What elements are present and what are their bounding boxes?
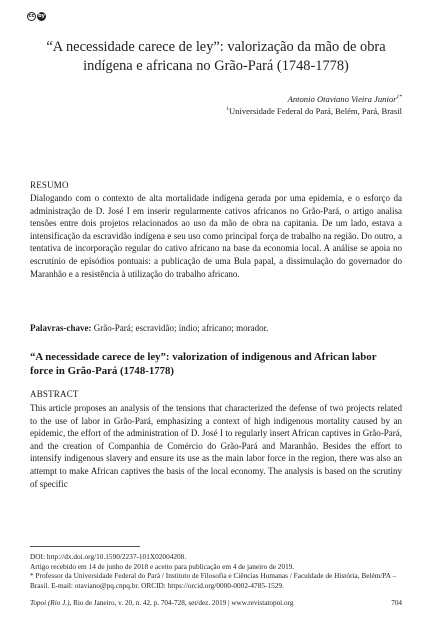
- author-name: Antonio Otaviano Vieira Junior: [287, 94, 397, 104]
- page-footer: [30, 599, 402, 607]
- author-line: [288, 94, 402, 105]
- abstract-text: This article proposes an analysis of the tensions that characterized the defense of two projects related to the use of labor in Grão-Pará, emphasizing a context of high indigenous mortality caused by an epidemic, the effort of the administration of D. José I to regularly insert African captives in Grão-Pará, and the creation of Companhia de Comércio do Grão-Pará and Maranhão. Besides the effort to intensify indigenous slavery and ensure its use as the main labor force in the region, there was also an attempt to make African captives the basis of the local economy. The analysis is based on the scrutiny of specific: [30, 403, 402, 489]
- abstract-heading: ABSTRACT: [30, 389, 79, 399]
- affiliation-mark: 1: [226, 106, 229, 113]
- affiliation-text: Universidade Federal do Pará, Belém, Pará, Brasil: [228, 106, 402, 116]
- keywords-line: [30, 322, 402, 335]
- resumo-text: Dialogando com o contexto de alta mortalidade indígena gerada por uma epidemia, e o esforço da administração de D. José I em inserir regularmente cativos africanos no Grão-Pará, o artigo analisa tensões entre dois projetos relacionados ao uso da mão de obra na capitania. De um lado, estava a intensificação da escravidão indígena e seu uso como principal força de trabalho na região. Do outro, a tentativa de incorporação regular do cativo africano na base da economia local. A análise se apoia no escrutínio de episódios pontuais: a publicação de uma Bula papal, a dissimulação do governador do Maranhão e a resistência à utilização do trabalho africano.: [30, 193, 402, 279]
- cc-icon: cc: [28, 13, 35, 19]
- footer-journal-name: Topoi (Rio J.): [30, 599, 70, 607]
- keywords-list: Grão-Pará; escravidão; índio; africano; morador.: [93, 323, 269, 333]
- footer-citation: [30, 599, 293, 607]
- creative-commons-license-icon: [27, 12, 49, 21]
- footer-citation-details: , Rio de Janeiro, v. 20, n. 42, p. 704-728, set/dez. 2019 | www.revistatopoi.org: [69, 599, 294, 607]
- footnote-divider: [30, 546, 140, 547]
- page-number: 704: [391, 599, 402, 607]
- footnotes: [30, 552, 402, 590]
- author-affiliation: [226, 106, 402, 117]
- footnote-received: Artigo recebido em 14 de junho de 2018 e aceito para publicação em 4 de janeiro de 2019.: [30, 561, 295, 571]
- resumo-heading: RESUMO: [30, 180, 69, 190]
- by-attribution-icon: by: [38, 13, 45, 19]
- footnote-doi: DOI: http://dx.doi.org/10.1590/2237-101X02004208.: [30, 552, 187, 561]
- article-title: “A necessidade carece de ley”: valorização da mão de obra indígena e africana no Grão-Pará (1748-1778): [46, 39, 386, 74]
- english-title: “A necessidade carece de ley”: valorization of indigenous and African labor force in Grão-Pará (1748-1778): [30, 351, 377, 378]
- author-marks: 1*: [396, 94, 402, 101]
- footnote-author-note: * Professor da Universidade Federal do Pará / Instituto de Filosofia e Ciências Humanas / Faculdade de História, Belém/PA – Brasil. E-mail: otaviano@pq.cnpq.br. ORCID: https://orcid.org/0000-0002-4785-1529.: [30, 571, 397, 590]
- keywords-label: Palavras-chave:: [30, 323, 92, 333]
